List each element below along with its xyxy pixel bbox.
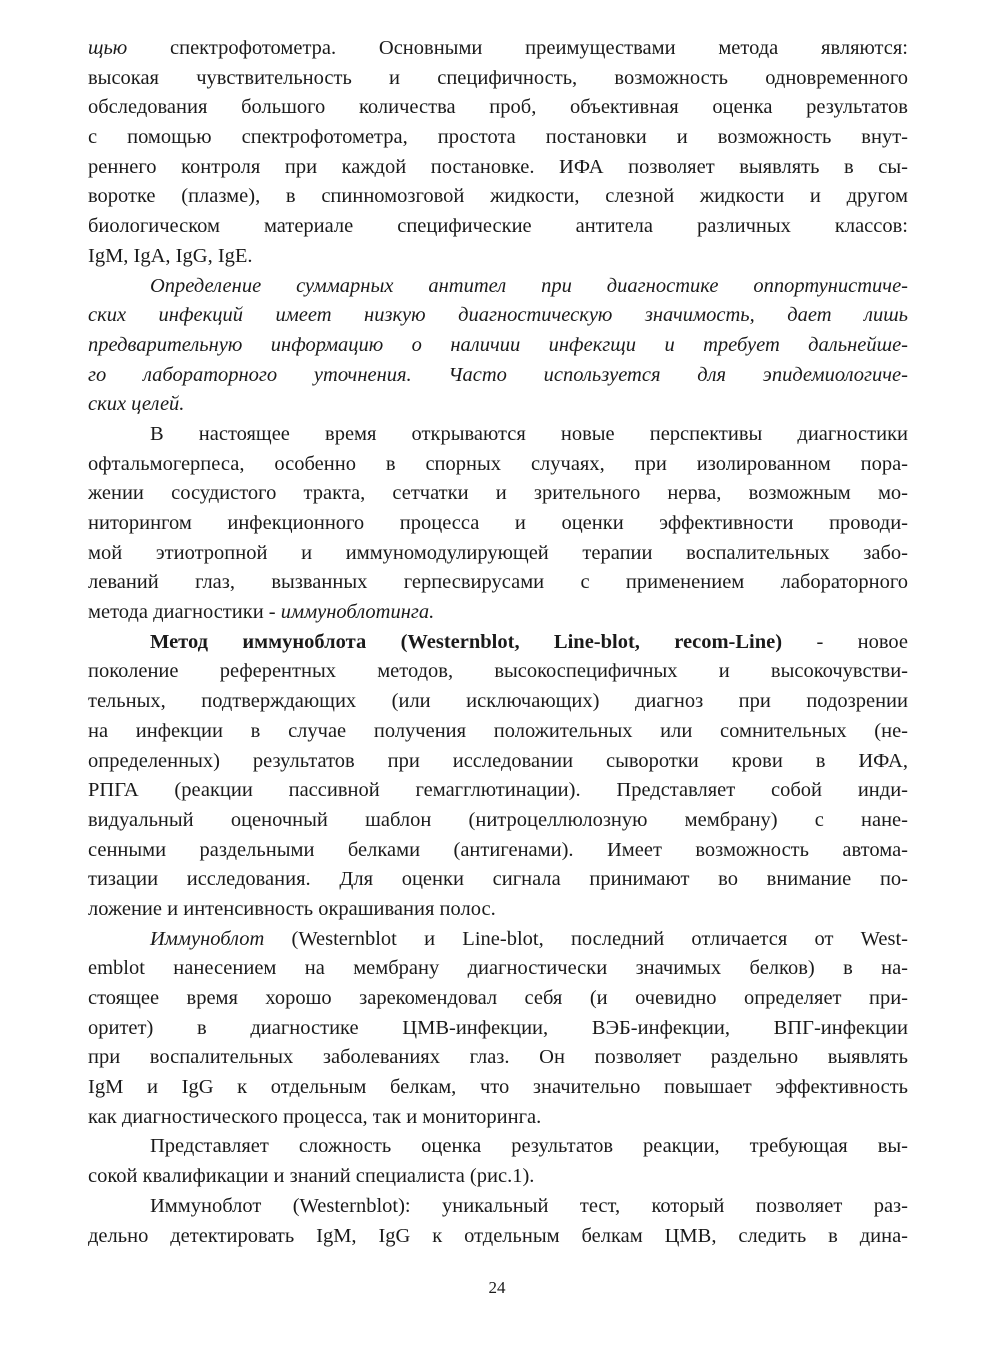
text-run: тизации исследования. Для оценки сигнала принимают во внимание по-	[88, 868, 908, 891]
italic-text-run: ских целей.	[88, 393, 185, 416]
text-run: оритет) в диагностике ЦМВ-инфекции, ВЭБ-инфекции, ВПГ-инфекции	[88, 1016, 908, 1039]
text-line	[88, 925, 908, 955]
text-run: леваний глаз, вызванных герпесвирусами с применением лабораторного	[88, 571, 908, 594]
text-run: мой этиотропной и иммуномодулирующей терапии воспалительных забо-	[88, 541, 908, 564]
text-line	[88, 954, 908, 984]
text-line	[88, 420, 908, 450]
text-line	[88, 272, 908, 302]
text-line	[88, 895, 908, 925]
text-line	[88, 806, 908, 836]
text-run: офтальмогерпеса, особенно в спорных случаях, при изолированном пора-	[88, 452, 908, 475]
text-line	[88, 1222, 908, 1252]
text-run: IgM, IgA, IgG, IgE.	[88, 244, 253, 267]
text-line	[88, 1132, 908, 1162]
paragraph	[88, 925, 908, 1133]
text-run: (Westernblot и Line-blot, последний отличается от West-	[264, 927, 908, 950]
text-line	[88, 182, 908, 212]
text-line	[88, 361, 908, 391]
text-run: IgM и IgG к отдельным белкам, что значительно повышает эффективность	[88, 1076, 908, 1099]
text-run: Представляет сложность оценка результатов реакции, требующая вы-	[150, 1135, 908, 1158]
italic-text-run: Иммуноблот	[150, 927, 265, 950]
text-line	[88, 212, 908, 242]
text-line	[88, 539, 908, 569]
text-line	[88, 1073, 908, 1103]
text-line	[88, 1192, 908, 1222]
text-line	[88, 1043, 908, 1073]
text-run: ложение и интенсивность окрашивания полос.	[88, 897, 496, 920]
text-run: РПГА (реакции пассивной гемагглютинации). Представляет собой инди-	[88, 779, 908, 802]
text-run: определенных) результатов при исследовании сыворотки крови в ИФА,	[88, 749, 908, 772]
italic-text-run: Определение суммарных антител при диагностике оппортунистиче-	[150, 274, 908, 297]
italic-text-run: го лабораторного уточнения. Часто используется для эпидемиологиче-	[88, 363, 908, 386]
italic-text-run: иммуноблотинга.	[280, 601, 435, 624]
text-run: В настоящее время открываются новые перспективы диагностики	[150, 422, 908, 445]
text-run: спектрофотометра. Основными преимуществами метода являются:	[127, 37, 908, 59]
text-run: высокая чувствительность и специфичность, возможность одновременного	[88, 66, 908, 89]
text-line	[88, 153, 908, 183]
text-run: как диагностического процесса, так и мониторинга.	[88, 1105, 542, 1128]
text-line	[88, 509, 908, 539]
paragraph	[88, 628, 908, 925]
text-line	[88, 1014, 908, 1044]
text-line	[88, 242, 908, 272]
paragraph	[88, 34, 908, 272]
text-run: обследования большого количества проб, объективная оценка результатов	[88, 96, 908, 119]
text-line	[88, 1103, 908, 1133]
text-run: реннего контроля при каждой постановке. ИФА позволяет выявлять в сы-	[88, 155, 908, 178]
text-run: стоящее время хорошо зарекомендовал себя (и очевидно определяет при-	[88, 987, 908, 1009]
text-run: видуальный оценочный шаблон (нитроцеллюлозную мембрану) с нане-	[88, 808, 908, 831]
text-line	[88, 93, 908, 123]
text-run: сокой квалификации и знаний специалиста (рис.1).	[88, 1165, 535, 1188]
text-line	[88, 984, 908, 1014]
text-run: метода диагностики -	[88, 601, 281, 624]
text-line	[88, 450, 908, 480]
italic-text-run: щью	[88, 37, 128, 59]
text-line	[88, 64, 908, 94]
paragraph	[88, 420, 908, 628]
text-run: emblot нанесением на мембрану диагностически значимых белков) в на-	[88, 957, 908, 980]
text-run: биологическом материале специфические антитела различных классов:	[88, 215, 908, 238]
text-run: поколение референтных методов, высокоспецифичных и высокочувстви-	[88, 660, 908, 683]
text-line	[88, 836, 908, 866]
text-line	[88, 123, 908, 153]
italic-text-run: ских инфекций имеет низкую диагностическую значимость, дает лишь	[88, 304, 908, 327]
text-line	[88, 34, 908, 64]
text-line	[88, 568, 908, 598]
text-line	[88, 776, 908, 806]
text-line	[88, 865, 908, 895]
paragraph	[88, 1192, 908, 1251]
italic-text-run: предварительную информацию о наличии инфекгщи и требует дальнейше-	[88, 333, 908, 356]
body-text	[88, 34, 908, 1251]
text-line	[88, 747, 908, 777]
bold-text-run: Метод иммуноблота (Westernblot, Line-blot, recom-Line)	[150, 630, 783, 653]
page-number: 24	[488, 1278, 506, 1297]
text-run: на инфекции в случае получения положительных или сомнительных (не-	[88, 719, 908, 742]
text-line	[88, 331, 908, 361]
text-line	[88, 301, 908, 331]
text-line	[88, 657, 908, 687]
text-run: при воспалительных заболеваниях глаз. Он позволяет раздельно выявлять	[88, 1046, 908, 1069]
text-run: ниторингом инфекционного процесса и оценки эффективности проводи-	[88, 512, 908, 534]
text-run: тельных, подтверждающих (или исключающих) диагноз при подозрении	[88, 690, 908, 713]
text-line	[88, 390, 908, 420]
text-run: с помощью спектрофотометра, простота постановки и возможность внут-	[88, 126, 908, 149]
document-page	[88, 34, 908, 1251]
text-line	[88, 479, 908, 509]
text-run: сенными раздельными белками (антигенами). Имеет возможность автома-	[88, 838, 908, 861]
text-line	[88, 687, 908, 717]
text-run: воротке (плазме), в спинномозговой жидкости, слезной жидкости и другом	[88, 185, 908, 208]
text-run: - новое	[782, 630, 908, 653]
paragraph	[88, 272, 908, 420]
text-run: Иммуноблот (Westernblot): уникальный тест, который позволяет раз-	[150, 1194, 908, 1217]
text-line	[88, 628, 908, 658]
paragraph	[88, 1132, 908, 1191]
text-run: дельно детектировать IgM, IgG к отдельным белкам ЦМВ, следить в дина-	[88, 1224, 908, 1247]
text-line	[88, 717, 908, 747]
text-line	[88, 1162, 908, 1192]
text-line	[88, 598, 908, 628]
text-run: жении сосудистого тракта, сетчатки и зрительного нерва, возможным мо-	[88, 482, 908, 505]
